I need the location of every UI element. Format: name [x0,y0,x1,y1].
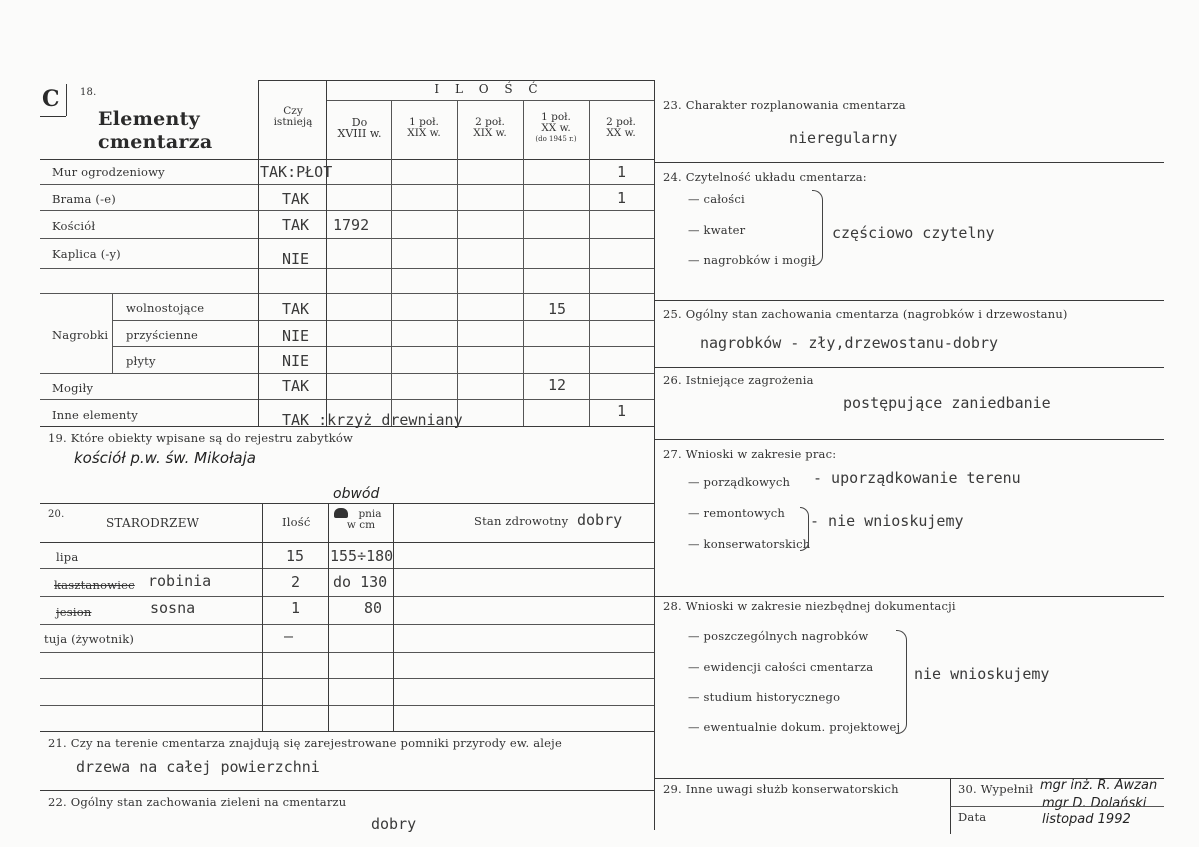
wall-exists: TAK:PŁOT [260,163,333,181]
slabs-exists: NIE [282,352,310,370]
section-28-item-3: — studium historycznego [688,690,841,704]
church-q1: 1792 [333,216,370,234]
tree-row-1-count: 15 [286,547,305,565]
health-value: dobry [577,511,623,529]
section-28-brace [896,630,907,734]
tree-row-2-typed: robinia [148,572,212,590]
period-header-1: Do XVIII w. [337,116,382,140]
tree-row-3-count: 1 [291,599,301,617]
church-exists: TAK [282,216,310,234]
gate-q5: 1 [617,189,627,207]
date-label: Data [958,810,987,824]
old-trees-header: STARODRZEW [106,516,200,530]
quantity-header: I L O Ś Ć [434,82,544,96]
section-28-item-2: — ewidencji całości cmentarza [688,660,874,674]
section-18-title-1: Elementy [98,108,201,130]
section-22-value: dobry [371,815,417,833]
filled-by-1: mgr inż. R. Awzan [1040,778,1158,793]
other-q5: 1 [617,402,627,420]
section-27-item-3: — konserwatorskich [688,537,811,551]
tree-row-3-girth: 80 [364,599,383,617]
section-19-label: 19. Które obiekty wpisane są do rejestru zabytków [48,431,354,445]
period-header-5: 2 poł. XX w. [606,116,636,139]
tree-row-1-printed: lipa [56,550,79,564]
date-value: listopad 1992 [1042,812,1131,827]
tree-row-1-girth: 155÷180 [330,547,394,565]
section-24-brace [812,190,823,266]
row-label-chapel: Kaplica (-y) [52,247,121,261]
row-label-graves: Mogiły [52,381,94,395]
section-27-label: 27. Wnioski w zakresie prac: [663,447,837,461]
section-24-item-1: — całości [688,192,745,206]
girth-handwritten: obwód [333,486,380,502]
section-25-value: nagrobków - zły,drzewostanu-dobry [700,334,999,352]
tree-row-3-typed: sosna [150,599,196,617]
section-27-item-2: — remontowych [688,506,786,520]
section-24-value: częściowo czytelny [832,224,995,242]
chapel-exists: NIE [282,250,310,268]
section-21-label: 21. Czy na terenie cmentarza znajdują się zarejestrowane pomniki przyrody ew. aleje [48,736,562,750]
count-header: Ilość [282,515,311,529]
row-label-gate: Brama (-e) [52,192,116,206]
health-header: Stan zdrowotny [474,514,569,528]
wall-tombs-exists: NIE [282,327,310,345]
tree-row-2-printed: kasztanowiec [54,578,135,592]
girth-header: pnia w cm [346,508,382,531]
section-30-label: 30. Wypełnił [958,782,1034,796]
tree-row-3-printed: jesion [56,605,92,619]
row-label-church: Kościół [52,219,96,233]
filled-by-2: mgr D. Dolański [1042,796,1147,811]
row-sub-wall: przyścienne [126,328,199,342]
freestanding-exists: TAK [282,300,310,318]
section-20-number: 20. [48,509,65,520]
section-27-value-1: - uporządkowanie terenu [813,469,1021,487]
section-23-label: 23. Charakter rozplanowania cmentarza [663,98,906,112]
graves-exists: TAK [282,377,310,395]
section-18-number: 18. [80,87,97,98]
graves-q4: 12 [548,376,567,394]
section-27-brace [800,507,809,551]
freestanding-q4: 15 [548,300,567,318]
section-26-label: 26. Istniejące zagrożenia [663,373,814,387]
period-header-4: 1 poł. XX w. (do 1945 r.) [535,111,577,143]
section-28-value: nie wnioskujemy [914,665,1050,683]
section-26-value: postępujące zaniedbanie [843,394,1051,412]
section-19-value: kościół p.w. św. Mikołaja [74,449,256,467]
row-label-tombstones: Nagrobki [52,328,109,342]
section-28-label: 28. Wnioski w zakresie niezbędnej dokumentacji [663,599,956,613]
section-23-value: nieregularny [789,129,898,147]
row-sub-slabs: płyty [126,354,156,368]
row-label-wall: Mur ogrodzeniowy [52,165,165,179]
period-header-2: 1 poł. XIX w. [407,116,441,139]
other-exists: TAK :krzyż drewniany [282,411,463,429]
section-24-label: 24. Czytelność układu cmentarza: [663,170,867,184]
section-27-value-2: - nie wnioskujemy [810,512,964,530]
section-24-item-3: — nagrobków i mogił [688,253,816,267]
section-18-title-2: cmentarza [98,131,213,153]
section-28-item-1: — poszczególnych nagrobków [688,629,869,643]
corner-bracket [66,84,67,116]
corner-letter: C [42,86,60,112]
row-label-other: Inne elementy [52,408,138,422]
section-28-item-4: — ewentualnie dokum. projektowej [688,720,901,734]
tree-row-2-count: 2 [291,573,301,591]
tree-row-2-girth: do 130 [333,573,388,591]
tree-row-4-printed: tuja (żywotnik) [44,632,135,646]
gate-exists: TAK [282,190,310,208]
corner-underline [40,116,66,117]
section-24-item-2: — kwater [688,223,746,237]
section-25-label: 25. Ogólny stan zachowania cmentarza (nagrobków i drzewostanu) [663,307,1068,321]
section-27-item-1: — porządkowych [688,475,791,489]
wall-q5: 1 [617,163,627,181]
period-header-3: 2 poł. XIX w. [473,116,507,139]
section-21-value: drzewa na całej powierzchni [76,758,320,776]
section-22-label: 22. Ogólny stan zachowania zieleni na cmentarzu [48,795,347,809]
exists-header: Czy istnieją [273,105,313,128]
tree-row-4-count: — [284,627,294,645]
row-sub-freestanding: wolnostojące [126,301,205,315]
section-29-label: 29. Inne uwagi służb konserwatorskich [663,782,899,796]
